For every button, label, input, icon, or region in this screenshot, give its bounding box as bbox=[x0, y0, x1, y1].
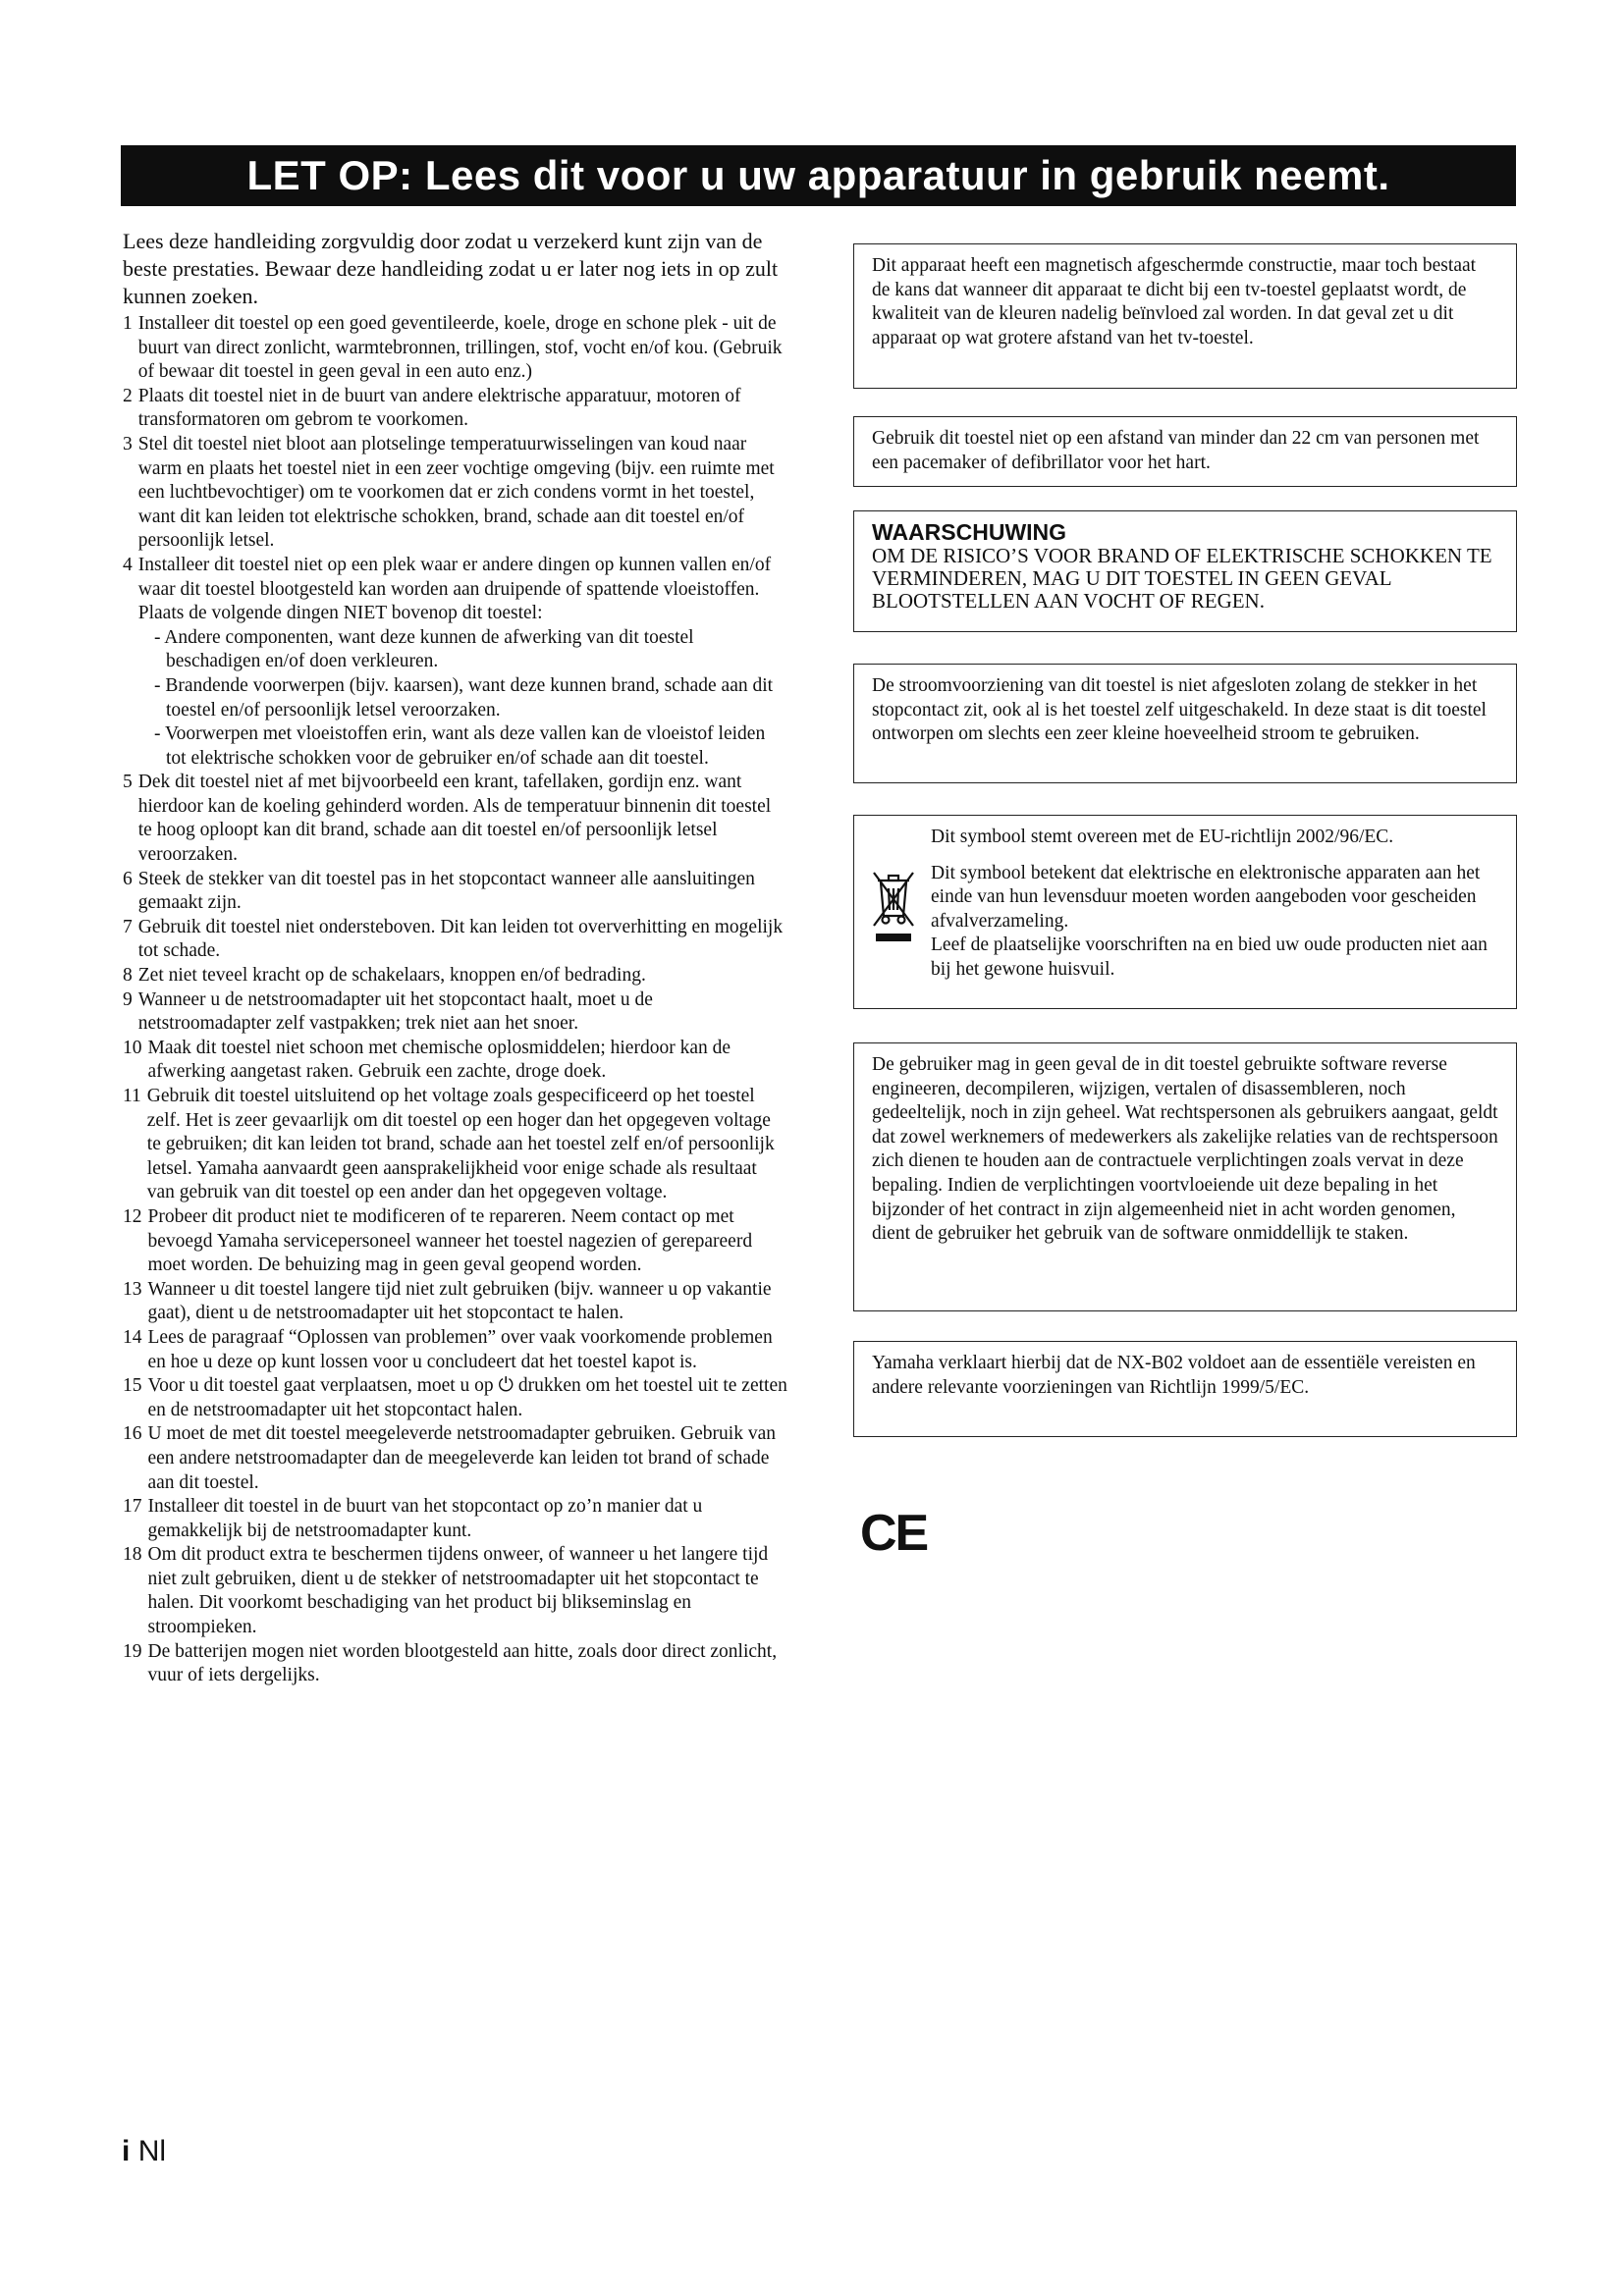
warning-title: WAARSCHUWING bbox=[872, 519, 1067, 545]
sub-list-item: - Brandende voorwerpen (bijv. kaarsen), want deze kunnen brand, schade aan dit toestel en/of persoonlijk letsel veroorzaken. bbox=[154, 674, 774, 721]
list-item: 19 De batterijen mogen niet worden blootgesteld aan hitte, zoals door direct zonlicht, vuur of iets dergelijks. bbox=[123, 1640, 778, 1686]
sub-list-item: - Voorwerpen met vloeistoffen erin, want als deze vallen kan de vloeistof leiden tot elektrische schokken voor de gebruiker en/of schade aan dit toestel. bbox=[154, 723, 766, 769]
weee-meaning-text: Dit symbool betekent dat elektrische en elektronische apparaten aan het einde van hun levensduur moeten worden aangeboden voor gescheiden afvalverzameling. bbox=[931, 862, 1481, 932]
intro-paragraph: Lees deze handleiding zorgvuldig door zodat u verzekerd kunt zijn van de beste prestaties. Bewaar deze handleiding zodat u er later nog iets in op zult kunnen zoeken. bbox=[123, 229, 779, 308]
declaration-of-conformity: Yamaha verklaart hierbij dat de NX-B02 voldoet aan de essentiële vereisten en andere relevante voorzieningen van Richtlijn 1999/5/EC. bbox=[853, 1341, 1517, 1437]
list-item: 17 Installeer dit toestel in de buurt van het stopcontact op zo’n manier dat u gemakkelijk bij de netstroomadapter kunt. bbox=[123, 1496, 703, 1541]
list-item: 9 Wanneer u de netstroomadapter uit het stopcontact haalt, moet u de netstroomadapter zelf vastpakken; trek niet aan het snoer. bbox=[123, 988, 653, 1035]
list-item: 12 Probeer dit product niet te modificeren of te repareren. Neem contact op met bevoegd Yamaha servicepersoneel wanneer het toestel nagezien of gerepareerd moet worden. De behuizing mag in geen geval geopend worden. bbox=[123, 1205, 753, 1276]
software-license-notice: De gebruiker mag in geen geval de in dit toestel gebruikte software reverse engineeren, decompileren, wijzigen, vertalen of disassembleren, noch gedeeltelijk, noch in zijn geheel. Wat rechtspersonen als gebruikers aangaat, geldt dat zowel werknemers of medewerkers als zakelijke relaties van de rechtspersoon zich dienen te houden aan de contractuele verplichtingen zoals vervat in deze bepaling. Indien de verplichtingen voortvloeiende uit deze bepaling in het bijzonder of het contract in zijn algemeenheid niet in acht worden genomen, dient de gebruiker het gebruik van de software onmiddellijk te staken. bbox=[853, 1042, 1517, 1311]
list-item: 5 Dek dit toestel niet af met bijvoorbeeld een krant, tafellaken, gordijn enz. want hierdoor kan de koeling gehinderd worden. Als de temperatuur binnenin dit toestel te hoog oploopt kan dit brand, schade aan dit toestel en/of persoonlijk letsel veroorzaken. bbox=[123, 772, 772, 866]
page-number: i Nl bbox=[122, 2135, 167, 2167]
list-item: 6 Steek de stekker van dit toestel pas in het stopcontact wanneer alle aansluitingen gemaakt zijn. bbox=[123, 868, 755, 914]
list-item: 1 Installeer dit toestel op een goed geventileerde, koele, droge en schone plek - uit de buurt van direct zonlicht, warmtebronnen, trillingen, stof, vocht en/of kou. (Gebruik of bewaar dit toestel in geen geval in een auto enz.) bbox=[123, 313, 783, 383]
list-item: 14 Lees de paragraaf “Oplossen van problemen” over vaak voorkomende problemen en hoe u deze op kunt lossen voor u concludeert dat het toestel kapot is. bbox=[123, 1326, 773, 1372]
list-item: 7 Gebruik dit toestel niet ondersteboven. Dit kan leiden tot oververhitting en mogelijk tot schade. bbox=[123, 916, 784, 962]
list-item: 11 Gebruik dit toestel uitsluitend op het voltage zoals gespecificeerd op het toestel zelf. Het is zeer gevaarlijk om dit toestel op een hoger dan het opgegeven voltage te gebruiken; dit kan leiden tot brand, schade aan het toestel zelf en/of persoonlijk letsel. Yamaha aanvaardt geen aansprakelijkheid voor enige schade als resultaat van gebruik van dit toestel op een ander dan het opgegeven voltage. bbox=[123, 1086, 775, 1203]
weee-directive-text: Dit symbool stemt overeen met de EU-richtlijn 2002/96/EC. bbox=[931, 827, 1394, 847]
power-supply-notice: De stroomvoorziening van dit toestel is niet afgesloten zolang de stekker in het stopcontact zit, ook al is het toestel zelf uitgeschakeld. In deze staat is dit toestel ontworpen om slechts een zeer kleine hoeveelheid stroom te gebruiken. bbox=[853, 664, 1517, 783]
safety-instructions bbox=[123, 228, 788, 1688]
list-item: 13 Wanneer u dit toestel langere tijd niet zult gebruiken (bijv. wanneer u op vakantie gaat), dient u de netstroomadapter uit het stopcontact te halen. bbox=[123, 1278, 772, 1324]
weee-disposal-text: Leef de plaatselijke voorschriften na en bied uw oude producten niet aan bij het gewone huisvuil. bbox=[931, 934, 1488, 980]
crossed-out-wheelie-bin-icon bbox=[870, 867, 917, 947]
pacemaker-notice: Gebruik dit toestel niet op een afstand van minder dan 22 cm van personen met een pacemaker of defibrillator voor het hart. bbox=[853, 416, 1517, 487]
list-item: 16 U moet de met dit toestel meegeleverde netstroomadapter gebruiken. Gebruik van een andere netstroomadapter dan de meegeleverde kan leiden tot brand of schade aan dit toestel. bbox=[123, 1423, 776, 1493]
page-title-banner: LET OP: Lees dit voor u uw apparatuur in gebruik neemt. bbox=[121, 145, 1516, 206]
sub-list-item: - Andere componenten, want deze kunnen de afwerking van dit toestel beschadigen en/of doen verkleuren. bbox=[154, 626, 694, 672]
magnetic-shielding-notice: Dit apparaat heeft een magnetisch afgeschermde constructie, maar toch bestaat de kans dat wanneer dit apparaat te dicht bij een tv-toestel geplaatst wordt, de kwaliteit van de kleuren nadelig beïnvloed zal worden. In dat geval zet u dit apparaat op wat grotere afstand van het tv-toestel. bbox=[853, 243, 1517, 389]
list-item: 10 Maak dit toestel niet schoon met chemische oplosmiddelen; hierdoor kan de afwerking aangetast raken. Gebruik een zachte, droge doek. bbox=[123, 1037, 731, 1083]
list-item: 18 Om dit product extra te beschermen tijdens onweer, of wanneer u het langere tijd niet zult gebruiken, dient u de stekker of netstroomadapter uit het stopcontact te halen. Dit voorkomt beschadiging van het product bij blikseminslag en stroompieken. bbox=[123, 1544, 769, 1638]
warning-text: OM DE RISICO’S VOOR BRAND OF ELEKTRISCHE SCHOKKEN TE VERMINDEREN, MAG U DIT TOESTEL IN GEEN GEVAL BLOOTSTELLEN AAN VOCHT OF REGEN. bbox=[872, 544, 1492, 613]
list-item: 2 Plaats dit toestel niet in de buurt van andere elektrische apparatuur, motoren of transformatoren om gebrom te voorkomen. bbox=[123, 385, 741, 431]
weee-notice bbox=[853, 815, 1517, 1009]
list-item: 15 Voor u dit toestel gaat verplaatsen, moet u op ⏻ drukken om het toestel uit te zetten en de netstroomadapter uit het stopcontact halen. bbox=[123, 1375, 787, 1420]
list-item: 8 Zet niet teveel kracht op de schakelaars, knoppen en/of bedrading. bbox=[123, 965, 646, 987]
list-item: 4 Installeer dit toestel niet op een plek waar er andere dingen op kunnen vallen en/of waar dit toestel blootgesteld kan worden aan druipende of spattende vloeistoffen. Plaats de volgende dingen NIET bovenop dit toestel: bbox=[123, 554, 772, 624]
list-item: 3 Stel dit toestel niet bloot aan plotselinge temperatuurwisselingen van koud naar warm en plaats het toestel niet in een zeer vochtige omgeving (bijv. een ruimte met een luchtbevochtiger) om te voorkomen dat er zich condens vormt in het toestel, want dit kan leiden tot elektrische schokken, brand, schade aan dit toestel en/of persoonlijk letsel. bbox=[123, 433, 775, 552]
warning-box bbox=[853, 510, 1517, 632]
ce-mark-logo: CE bbox=[860, 1505, 928, 1562]
